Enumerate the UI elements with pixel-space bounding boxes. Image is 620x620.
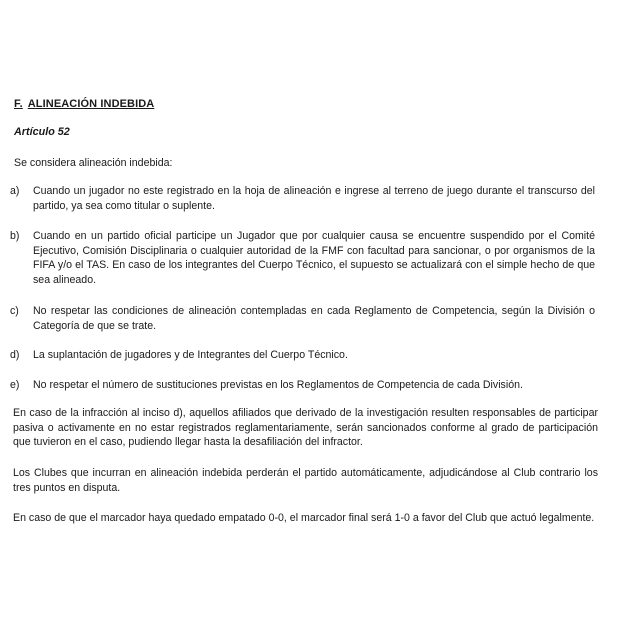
list-item-text: No respetar el número de sustituciones previstas en los Reglamentos de Competencia de cada División. (33, 379, 523, 391)
paragraph-infraction: En caso de la infracción al inciso d), aquellos afiliados que derivado de la investigación resulten responsables de participar pasiva o activamente en no estar registrados reglamentariamente, serán sancionados conforme al grado de participación que tuvieron en el caso, pudiendo llegar hasta la desafiliación del infractor. (13, 407, 598, 449)
list-item-label: a) (10, 185, 20, 197)
list-item-a (10, 184, 595, 213)
intro-text: Se considera alineación indebida: (14, 157, 173, 169)
list-item-c (10, 304, 595, 333)
section-letter: F. (14, 98, 23, 110)
list-item-d (10, 348, 595, 363)
list-item-label: e) (10, 379, 20, 391)
section-title: ALINEACIÓN INDEBIDA (27, 98, 155, 110)
list-item-e (10, 378, 595, 393)
list-item-text: La suplantación de jugadores y de Integrantes del Cuerpo Técnico. (33, 349, 348, 361)
list-item-text: Cuando en un partido oficial participe un Jugador que por cualquier causa se encuentre suspendido por el Comité Ejecutivo, Comisión Disciplinaria o cualquier autoridad de la FMF con facultad para sancionar, o por organismos de la FIFA y/o el TAS. En caso de los integrantes del Cuerpo Técnico, el supuesto se actualizará con el simple hecho de que sea alineado. (33, 230, 595, 286)
list-item-b (10, 229, 595, 287)
list-item-text: Cuando un jugador no este registrado en la hoja de alineación e ingrese al terreno de juego durante el transcurso del partido, ya sea como titular o suplente. (33, 185, 595, 212)
list-item-label: b) (10, 230, 20, 242)
list-item-label: d) (10, 349, 20, 361)
article-heading: Artículo 52 (14, 126, 70, 138)
list-item-label: c) (10, 305, 19, 317)
list-item-text: No respetar las condiciones de alineación contempladas en cada Reglamento de Competencia, según la División o Categoría de que se trate. (33, 305, 595, 332)
section-heading (14, 98, 154, 110)
paragraph-clubs: Los Clubes que incurran en alineación indebida perderán el partido automáticamente, adjudicándose al Club contrario los tres puntos en disputa. (13, 467, 598, 494)
paragraph-score: En caso de que el marcador haya quedado empatado 0-0, el marcador final será 1-0 a favor del Club que actuó legalmente. (13, 512, 595, 524)
